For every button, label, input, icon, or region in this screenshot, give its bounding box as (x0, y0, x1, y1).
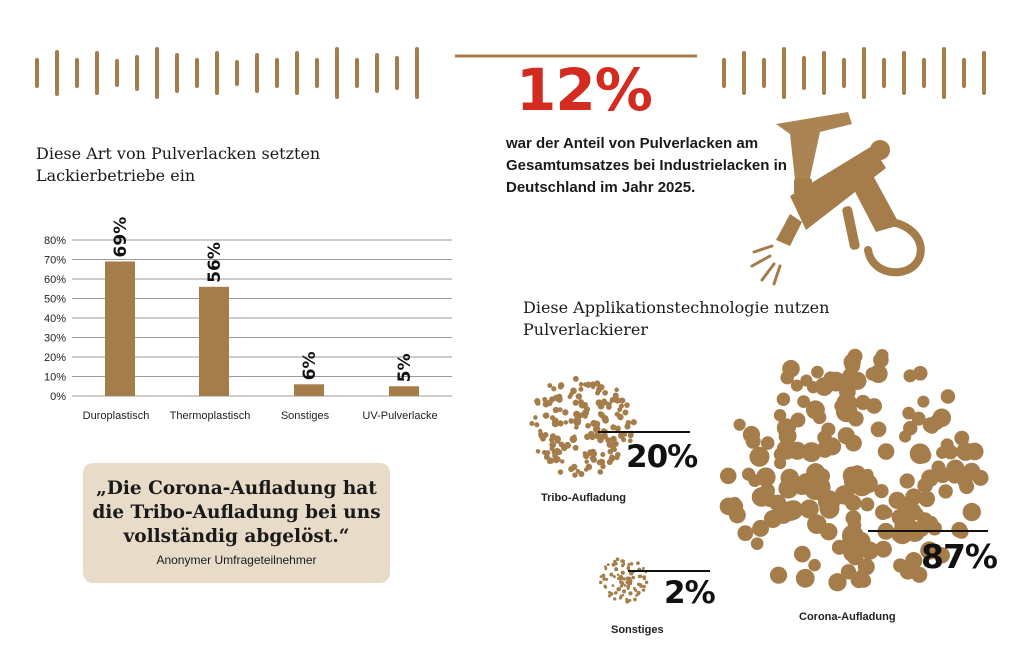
bubble (973, 470, 989, 486)
bubble (903, 421, 917, 435)
bubble (622, 589, 626, 593)
bubble (623, 584, 626, 587)
x-category-label: UV-Pulverlacke (362, 410, 438, 422)
bubble (582, 409, 589, 416)
headline-percentage: 12% (516, 56, 652, 124)
bubble (845, 495, 861, 511)
bubble (751, 537, 764, 550)
bubble (737, 525, 753, 541)
bubble (557, 449, 563, 455)
x-category-label: Sonstiges (280, 410, 330, 422)
bubble (876, 349, 889, 362)
bubble (585, 423, 591, 429)
bubble (620, 559, 624, 563)
bubble (598, 469, 604, 475)
bubble (634, 589, 637, 592)
quote-text: „Die Corona-Aufladung hat die Tribo-Aufladung bei uns vollständig abgelöst.“ (92, 478, 381, 547)
bubble (628, 582, 631, 585)
bubble (579, 382, 584, 387)
bubble (569, 419, 574, 424)
bubble (893, 558, 907, 572)
bubble (590, 456, 595, 461)
bubble (613, 575, 616, 578)
bubble (583, 402, 588, 407)
bubble (734, 419, 746, 431)
bubble (617, 407, 622, 412)
quote-author: Anonymer Umfrageteilnehmer (156, 553, 317, 567)
bubble (572, 472, 578, 478)
bubble (621, 564, 624, 567)
bubble (791, 413, 806, 428)
bubble (835, 487, 848, 500)
bubble (941, 438, 954, 451)
bubble (613, 597, 616, 600)
bubble (612, 584, 615, 587)
bubble (607, 449, 613, 455)
bubble (529, 421, 534, 426)
sonstiges-label: Sonstiges (611, 624, 664, 636)
corona-label: Corona-Aufladung (799, 611, 896, 623)
bubble (905, 488, 922, 505)
sonstiges-bubble-cluster (599, 557, 648, 603)
bubble (612, 563, 616, 567)
bubble (602, 390, 608, 396)
bubble (791, 379, 803, 391)
y-tick-label: 40% (43, 313, 66, 325)
bubble (637, 591, 641, 595)
bubble (584, 459, 589, 464)
bubble (729, 507, 746, 524)
bubble (777, 392, 791, 406)
bubble (794, 546, 811, 563)
y-tick-label: 30% (43, 332, 66, 345)
bubble (626, 577, 630, 581)
bubble (551, 386, 556, 391)
bubble (536, 449, 541, 454)
bubble (760, 483, 775, 498)
bubble (611, 438, 616, 443)
bubble (614, 388, 619, 393)
bubble (617, 573, 620, 576)
bubble (617, 414, 623, 420)
bar-value-label: 6% (300, 351, 320, 381)
bubble (596, 399, 603, 406)
bubble (777, 440, 797, 460)
y-tick-label: 10% (43, 371, 66, 384)
tribo-leader-line (598, 431, 690, 433)
bubble (619, 575, 623, 579)
bubble (576, 393, 582, 399)
bubble (596, 386, 602, 392)
bubble (608, 595, 611, 598)
bar-value-label: 69% (111, 216, 131, 258)
bubble (849, 465, 865, 481)
bubble (808, 559, 821, 572)
bubble (618, 432, 625, 439)
bubble (573, 445, 579, 451)
bubble (590, 449, 596, 455)
y-tick-label: 80% (43, 235, 66, 247)
bubble (578, 471, 584, 477)
bubble (927, 521, 942, 536)
bubble (842, 533, 863, 554)
bubble (583, 453, 590, 460)
bubble (782, 360, 800, 378)
bubble (643, 577, 646, 580)
corona-leader-line (868, 530, 988, 532)
bubble (773, 505, 792, 524)
bubble (628, 599, 631, 602)
bubble (631, 419, 637, 425)
corona-value: 87% (921, 537, 997, 576)
bubble (848, 519, 862, 533)
bubble (560, 459, 564, 463)
bubble (612, 447, 617, 452)
bubble (556, 396, 563, 403)
bubble (630, 562, 634, 566)
bubble (600, 452, 605, 457)
bubble (820, 499, 840, 519)
bubble (590, 420, 597, 427)
bubble (614, 591, 618, 595)
bubble (874, 484, 888, 498)
bubble (869, 364, 888, 383)
headline-statement: war der Anteil von Pulverlacken am Gesamtumsatzes bei Industrielacken in Deutschland im Jahr 2025. (506, 135, 787, 196)
bubble (553, 457, 559, 463)
bubble (631, 576, 635, 580)
bubble (543, 412, 550, 419)
bubble (583, 382, 588, 387)
bubble (902, 407, 915, 420)
tribo-value: 20% (626, 439, 698, 475)
bubble (604, 568, 607, 571)
bubble (562, 409, 568, 415)
y-tick-label: 70% (43, 254, 66, 267)
bubble (573, 376, 579, 382)
bubble (600, 575, 603, 578)
bubble (774, 409, 786, 421)
bubble (925, 420, 939, 434)
bubble (545, 450, 550, 455)
bubble (607, 563, 610, 566)
bubble (547, 383, 552, 388)
bubble (609, 454, 614, 459)
bubble (821, 422, 835, 436)
bubble (742, 468, 755, 481)
bubble (878, 443, 895, 460)
bar-chart-title: Diese Art von Pulverlacken setzten Lackierbetriebe ein (36, 144, 321, 185)
bubble (552, 420, 559, 427)
bubble (866, 398, 882, 414)
bubble (569, 392, 574, 397)
bubble (609, 573, 613, 577)
bubble (963, 503, 981, 521)
bubble (553, 407, 559, 413)
bar-value-label: 5% (395, 353, 415, 383)
bar-value-label: 56% (205, 242, 225, 283)
bubble (616, 557, 620, 561)
bubble (533, 415, 538, 420)
y-tick-label: 50% (43, 293, 66, 306)
bubble (628, 591, 632, 595)
bubble (590, 435, 595, 440)
bubble (619, 580, 623, 584)
bubble (941, 389, 955, 403)
bubble (635, 594, 638, 597)
bubble (550, 433, 556, 439)
bubble (549, 446, 554, 451)
sonstiges-value: 2% (664, 575, 715, 611)
tribo-bubble-cluster (529, 376, 637, 478)
bubble (601, 415, 608, 422)
bubble (568, 466, 574, 472)
tribo-label: Tribo-Aufladung (541, 492, 626, 504)
bubble (750, 447, 770, 467)
x-category-label: Duroplastisch (82, 410, 150, 422)
bubble (796, 569, 815, 588)
bubble (834, 400, 846, 412)
bubble (573, 400, 579, 406)
bubble (573, 417, 581, 425)
bubble (572, 435, 576, 439)
bubble (639, 583, 643, 587)
bubble (558, 384, 563, 389)
bubble (578, 387, 583, 392)
bubble (845, 435, 862, 452)
bubble (627, 587, 630, 590)
bubble (603, 585, 606, 588)
bubble (844, 354, 861, 371)
bubble (720, 468, 737, 485)
bubble (627, 563, 630, 566)
y-tick-label: 0% (50, 391, 66, 403)
sonstiges-leader-line (628, 570, 710, 572)
bubble (639, 574, 643, 578)
bubble (959, 479, 974, 494)
bubble (875, 504, 891, 520)
y-tick-label: 60% (43, 274, 66, 286)
bubble (594, 432, 601, 439)
bubble (812, 472, 826, 486)
bubble (643, 589, 646, 592)
bubble (586, 464, 593, 471)
bubble (917, 396, 929, 408)
bubble (538, 433, 544, 439)
bubble (743, 426, 760, 443)
bubble (636, 561, 640, 565)
bubble (624, 402, 630, 408)
y-tick-label: 20% (43, 352, 66, 364)
bubble (939, 484, 953, 498)
bubble (620, 595, 623, 598)
bubble (820, 523, 837, 540)
bubble (633, 598, 637, 602)
bubble (564, 442, 571, 449)
bubble (564, 420, 568, 424)
bubble (966, 445, 980, 459)
x-category-label: Thermoplastisch (169, 410, 251, 422)
bubble (900, 473, 915, 488)
bubble (558, 470, 563, 475)
bubble (573, 411, 580, 418)
bubble (626, 420, 632, 426)
bubble (594, 380, 600, 386)
bubble (642, 585, 646, 589)
bubble (910, 443, 931, 464)
bubble (534, 398, 540, 404)
bubble (807, 381, 819, 393)
bubble (811, 366, 824, 379)
bubble (534, 422, 539, 427)
bubble (858, 558, 875, 575)
bubble (618, 587, 621, 590)
bubble (848, 372, 866, 390)
bubble (607, 459, 613, 465)
bubble (599, 581, 602, 584)
bubble (778, 479, 798, 499)
bubble (770, 567, 787, 584)
bubble (848, 411, 864, 427)
bubble (602, 577, 606, 581)
bubble (645, 581, 649, 585)
bubble (948, 471, 961, 484)
bubble (806, 400, 825, 419)
bubble (728, 497, 741, 510)
bubble (625, 598, 628, 601)
bubble (757, 468, 774, 485)
bubble (614, 567, 618, 571)
bubble (606, 404, 612, 410)
bubble (614, 455, 619, 460)
bubble (620, 584, 623, 587)
bubble (913, 366, 928, 381)
bubble-chart-title: Diese Applikationstechnologie nutzen Pulverlackierer (523, 298, 830, 339)
bubble (622, 410, 628, 416)
bubble (621, 571, 625, 575)
bubble (860, 497, 874, 511)
bubble (599, 459, 605, 465)
bubble (546, 400, 552, 406)
bubble (871, 421, 887, 437)
